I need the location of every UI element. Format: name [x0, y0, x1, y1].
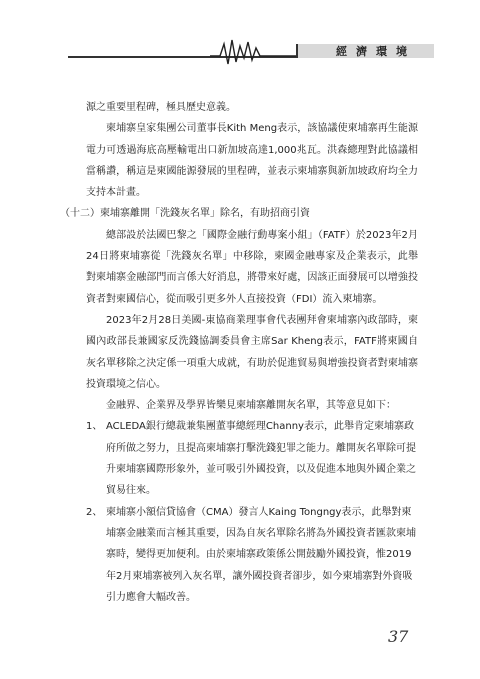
paragraph-continuation: 源之重要里程碑，極具歷史意義。	[86, 102, 236, 113]
list-item-number: 1、	[86, 421, 103, 433]
pulse-line-icon	[210, 36, 300, 66]
section-title: 經濟環境	[336, 45, 416, 58]
page-number: 37	[388, 627, 409, 646]
paragraph-sar-kheng: 2023年2月28日美國-東協商業理事會代表團拜會柬埔寨內政部時，柬國內政部長兼國家反洗錢協調委員會主席Sar Kheng表示，FATF將柬國自灰名單移除之決定係一項重大成就，有助於促進貿易與增強投資者對柬埔寨投資環境之信心。	[86, 314, 418, 390]
paragraph-kith-meng: 柬埔寨皇家集團公司董事長Kith Meng表示，該協議使柬埔寨再生能源電力可透過海底高壓輸電出口新加坡高達1,000兆瓦。洪森總理對此協議相當稱讚，稱這是柬國能源發展的里程碑，並表示柬埔寨與新加坡政府均全力支持本計畫。	[86, 123, 418, 199]
list-item-text: ACLEDA銀行總裁兼集團董事總經理Channy表示，此舉肯定柬埔寨政府所做之努力，且提高柬埔寨打擊洗錢犯罪之能力。離開灰名單除可提升柬埔寨國際形象外，並可吸引外國投資，以及促進本地與外國企業之貿易往來。	[106, 421, 416, 497]
list-item-text: 柬埔寨小額信貸協會（CMA）發言人Kaing Tongngy表示，此舉對柬埔寨金融業而言極其重要，因為自灰名單除名將為外國投資者匯款柬埔寨時，變得更加便利。由於柬埔寨政策係公開鼓勵外國投資，惟2019年2月柬埔寨被列入灰名單，讓外國投資者卻步，如今柬埔寨對外資吸引力應會大幅改善。	[106, 506, 416, 603]
paragraph-fatf: 總部設於法國巴黎之「國際金融行動專案小組」（FATF）於2023年2月24日將柬埔寨從「洗錢灰名單」中移除，柬國金融專家及企業表示，此舉對柬埔寨金融部門而言係大好消息，將帶來好處，因該正面發展可以增強投資者對柬國信心，從而吸引更多外人直接投資（FDI）流入柬埔寨。	[86, 229, 418, 305]
page-content	[60, 97, 418, 608]
paragraph-opinions-intro: 金融界、企業界及學界皆樂見柬埔寨離開灰名單，其等意見如下：	[106, 400, 396, 412]
section-heading: （十二）柬埔寨離開「洗錢灰名單」除名，有助招商引資	[60, 208, 310, 220]
list-item-number: 2、	[86, 506, 103, 518]
list-item	[86, 416, 418, 501]
list-item	[86, 502, 418, 608]
